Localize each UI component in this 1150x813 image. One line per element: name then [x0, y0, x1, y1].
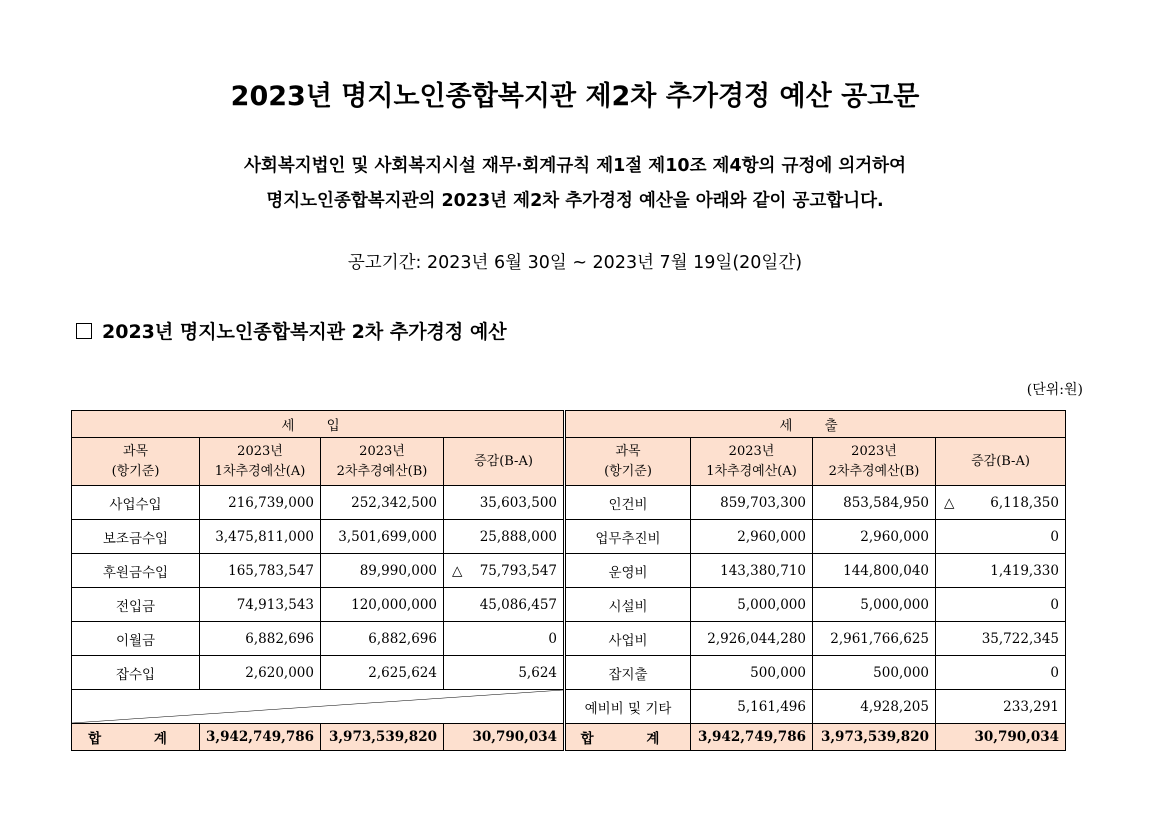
unit-label: (단위:원) [1026, 382, 1083, 398]
table-row [72, 520, 1066, 554]
expense-first-budget: 5,161,496 [691, 690, 813, 724]
expense-diff: 0 [936, 656, 1066, 690]
budget-table [71, 410, 1066, 751]
intro-line-2: 명지노인종합복지관의 2023년 제2차 추가경정 예산을 아래와 같이 공고합니다. [266, 191, 884, 211]
revenue-diff: 0 [444, 622, 565, 656]
expense-diff-value: 6,118,350 [990, 494, 1059, 511]
revenue-group-header: 세 입 [72, 411, 565, 438]
expense-diff: 0 [936, 588, 1066, 622]
expense-second-header: 2023년 2차추경예산(B) [813, 438, 936, 486]
revenue-second-budget: 252,342,500 [321, 486, 444, 520]
revenue-total-second: 3,973,539,820 [321, 724, 444, 751]
expense-item-name: 잡지출 [565, 656, 691, 690]
revenue-item-name: 전입금 [72, 588, 200, 622]
revenue-second-budget: 3,501,699,000 [321, 520, 444, 554]
section-title: 2023년 명지노인종합복지관 2차 추가경정 예산 [102, 321, 507, 343]
negative-triangle-icon: △ [452, 562, 463, 579]
intro-line-1: 사회복지법인 및 사회복지시설 재무·회계규칙 제1절 제10조 제4항의 규정에 의거하여 [244, 156, 906, 176]
revenue-first-budget: 74,913,543 [200, 588, 321, 622]
revenue-second-header: 2023년 2차추경예산(B) [321, 438, 444, 486]
revenue-first-budget: 2,620,000 [200, 656, 321, 690]
revenue-diff: 25,888,000 [444, 520, 565, 554]
expense-second-budget: 500,000 [813, 656, 936, 690]
table-row [72, 690, 1066, 724]
expense-second-budget: 4,928,205 [813, 690, 936, 724]
expense-diff: 233,291 [936, 690, 1066, 724]
expense-total-first: 3,942,749,786 [691, 724, 813, 751]
expense-first-budget: 500,000 [691, 656, 813, 690]
expense-item-name: 업무추진비 [565, 520, 691, 554]
expense-first-header: 2023년 1차추경예산(A) [691, 438, 813, 486]
revenue-first-budget: 216,739,000 [200, 486, 321, 520]
revenue-item-name: 이월금 [72, 622, 200, 656]
revenue-first-budget: 165,783,547 [200, 554, 321, 588]
revenue-total-first: 3,942,749,786 [200, 724, 321, 751]
revenue-second-budget: 89,990,000 [321, 554, 444, 588]
expense-second-budget: 144,800,040 [813, 554, 936, 588]
revenue-first-header: 2023년 1차추경예산(A) [200, 438, 321, 486]
expense-first-budget: 859,703,300 [691, 486, 813, 520]
revenue-diff-value: 75,793,547 [479, 562, 557, 579]
revenue-total-diff: 30,790,034 [444, 724, 565, 751]
expense-second-budget: 853,584,950 [813, 486, 936, 520]
expense-item-name: 예비비 및 기타 [565, 690, 691, 724]
revenue-item-name: 후원금수입 [72, 554, 200, 588]
table-row [72, 622, 1066, 656]
revenue-item-name: 사업수입 [72, 486, 200, 520]
expense-diff: 0 [936, 520, 1066, 554]
expense-first-budget: 143,380,710 [691, 554, 813, 588]
table-row [72, 656, 1066, 690]
expense-second-budget: 2,961,766,625 [813, 622, 936, 656]
revenue-category-header: 과목 (항기준) [72, 438, 200, 486]
expense-first-budget: 5,000,000 [691, 588, 813, 622]
total-row [72, 724, 1066, 751]
revenue-second-budget: 120,000,000 [321, 588, 444, 622]
revenue-total-label: 합 계 [72, 724, 200, 751]
expense-item-name: 인건비 [565, 486, 691, 520]
announcement-period: 공고기간: 2023년 6월 30일 ~ 2023년 7월 19일(20일간) [347, 253, 803, 273]
expense-total-diff: 30,790,034 [936, 724, 1066, 751]
empty-revenue-cell [72, 690, 565, 724]
negative-triangle-icon: △ [944, 494, 955, 511]
revenue-first-budget: 6,882,696 [200, 622, 321, 656]
expense-diff: 35,722,345 [936, 622, 1066, 656]
revenue-second-budget: 2,625,624 [321, 656, 444, 690]
expense-group-header: 세 출 [565, 411, 1066, 438]
revenue-item-name: 보조금수입 [72, 520, 200, 554]
table-row [72, 554, 1066, 588]
expense-first-budget: 2,926,044,280 [691, 622, 813, 656]
checkbox-square-icon [76, 323, 92, 339]
expense-first-budget: 2,960,000 [691, 520, 813, 554]
expense-diff-header: 증감(B-A) [936, 438, 1066, 486]
revenue-first-budget: 3,475,811,000 [200, 520, 321, 554]
expense-diff [936, 486, 1066, 520]
table-row [72, 486, 1066, 520]
expense-diff: 1,419,330 [936, 554, 1066, 588]
expense-item-name: 운영비 [565, 554, 691, 588]
revenue-diff [444, 554, 565, 588]
expense-item-name: 시설비 [565, 588, 691, 622]
revenue-second-budget: 6,882,696 [321, 622, 444, 656]
revenue-item-name: 잡수입 [72, 656, 200, 690]
expense-second-budget: 2,960,000 [813, 520, 936, 554]
revenue-diff: 45,086,457 [444, 588, 565, 622]
section-heading [76, 317, 507, 344]
expense-total-label: 합 계 [565, 724, 691, 751]
revenue-diff: 5,624 [444, 656, 565, 690]
table-row [72, 588, 1066, 622]
page-title: 2023년 명지노인종합복지관 제2차 추가경정 예산 공고문 [230, 81, 920, 112]
expense-category-header: 과목 (항기준) [565, 438, 691, 486]
expense-item-name: 사업비 [565, 622, 691, 656]
expense-total-second: 3,973,539,820 [813, 724, 936, 751]
expense-second-budget: 5,000,000 [813, 588, 936, 622]
revenue-diff: 35,603,500 [444, 486, 565, 520]
revenue-diff-header: 증감(B-A) [444, 438, 565, 486]
